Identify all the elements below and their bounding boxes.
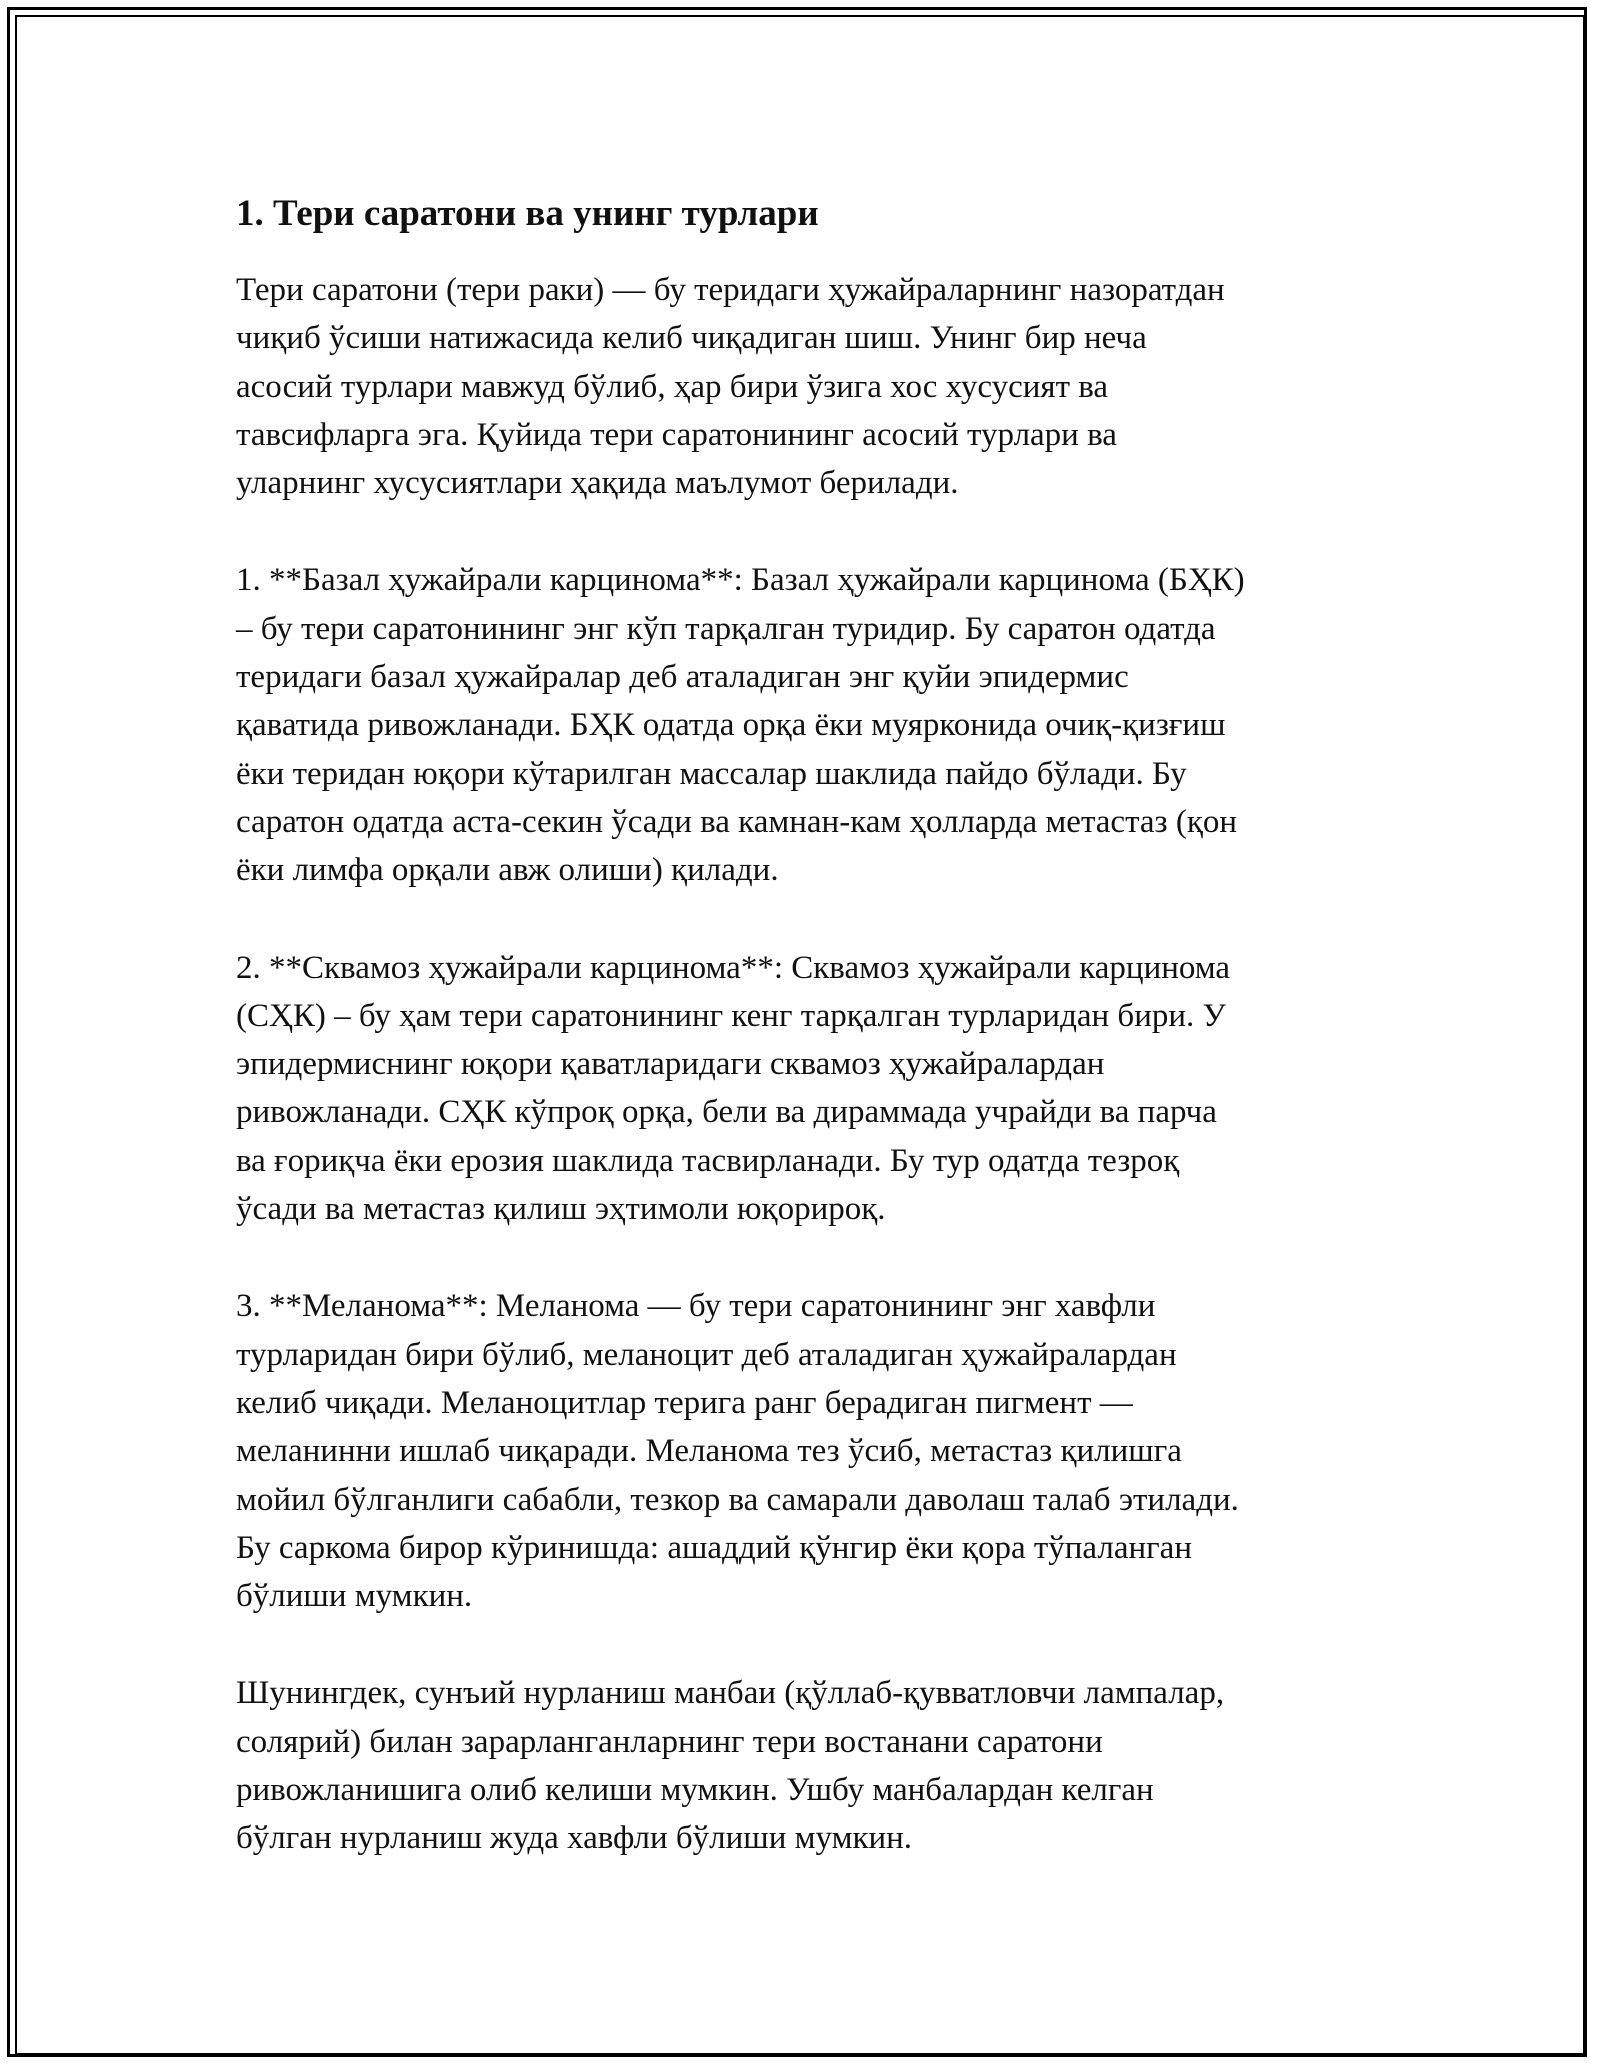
text-line: ва ғориқча ёки ерозия шаклида тасвирланади. Бу тур одатда тезроқ [236, 1142, 1180, 1179]
text-line: Тери саратони (тери раки) — бу теридаги ҳужайраларнинг назоратдан [236, 272, 1225, 308]
text-line: ёки теридан юқори кўтарилган массалар шаклида пайдо бўлади. Бу [236, 755, 1187, 792]
text-line: 2. **Сквамоз ҳужайрали карцинома**: Сквамоз ҳужайрали карцинома [236, 949, 1231, 986]
text-line: саратон одатда аста-секин ўсади ва камнан-кам ҳолларда метастаз (қон [236, 803, 1238, 840]
text-line: мойил бўлганлиги сабабли, тезкор ва самарали даволаш талаб этилади. [236, 1481, 1239, 1518]
text-line: Бу саркома бирор кўринишда: ашаддий қўнгир ёки қора тўпаланган [236, 1529, 1192, 1566]
text-line: 3. **Меланома**: Меланома — бу тери саратонининг энг хавфли [236, 1288, 1156, 1325]
intro-paragraph [236, 266, 1366, 507]
artificial-radiation-paragraph [236, 1669, 1366, 1862]
text-line: теридаги базал ҳужайралар деб аталадиган энг қуйи эпидермис [236, 659, 1129, 696]
text-line: ривожланишига олиб келиши мумкин. Ушбу манбалардан келган [236, 1772, 1154, 1809]
document-body [236, 188, 1366, 1912]
text-line: Шунингдек, сунъий нурланиш манбаи (қўллаб-қувватловчи лампалар, [236, 1675, 1225, 1712]
section-heading: 1. Тери саратони ва унинг турлари [236, 193, 819, 234]
text-line: тавсифларга эга. Қуйида тери саратонининг асосий турлари ва [236, 416, 1117, 453]
text-line: турларидан бири бўлиб, меланоцит деб аталадиган ҳужайралардан [236, 1336, 1177, 1373]
text-line: бўлиши мумкин. [236, 1578, 473, 1615]
text-line: чиқиб ўсиши натижасида келиб чиқадиган шиш. Унинг бир неча [236, 320, 1147, 357]
text-line: 1. **Базал ҳужайрали карцинома**: Базал ҳужайрали карцинома (БҲК) [236, 562, 1245, 599]
text-line: – бу тери саратонининг энг кўп тарқалган туридир. Бу саратон одатда [236, 610, 1216, 647]
text-line: қаватида ривожланади. БҲК одатда орқа ёки муярконида очиқ-қизғиш [236, 707, 1226, 744]
text-line: солярий) билан зарарланганларнинг тери востанани саратони [236, 1723, 1103, 1760]
squamous-cell-paragraph [236, 944, 1366, 1234]
melanoma-paragraph [236, 1282, 1366, 1620]
text-line: ёки лимфа орқали авж олиши) қилади. [236, 852, 779, 889]
text-line: эпидермиснинг юқори қаватларидаги сквамоз ҳужайралардан [236, 1046, 1105, 1083]
text-line: ривожланади. СҲК кўпроқ орқа, бели ва дираммада учрайди ва парча [236, 1094, 1217, 1131]
basal-cell-paragraph [236, 556, 1366, 894]
text-line: келиб чиқади. Меланоцитлар терига ранг берадиган пигмент — [236, 1384, 1133, 1421]
text-line: асосий турлари мавжуд бўлиб, ҳар бири ўзига хос хусусият ва [236, 368, 1109, 405]
text-line: бўлган нурланиш жуда хавфли бўлиши мумкин. [236, 1820, 913, 1857]
text-line: ўсади ва метастаз қилиш эҳтимоли юқорироқ. [236, 1191, 886, 1228]
text-line: уларнинг хусусиятлари ҳақида маълумот берилади. [236, 465, 959, 502]
text-line: меланинни ишлаб чиқаради. Меланома тез ўсиб, метастаз қилишга [236, 1433, 1182, 1470]
text-line: (СҲК) – бу ҳам тери саратонининг кенг тарқалган турларидан бири. У [236, 997, 1226, 1034]
